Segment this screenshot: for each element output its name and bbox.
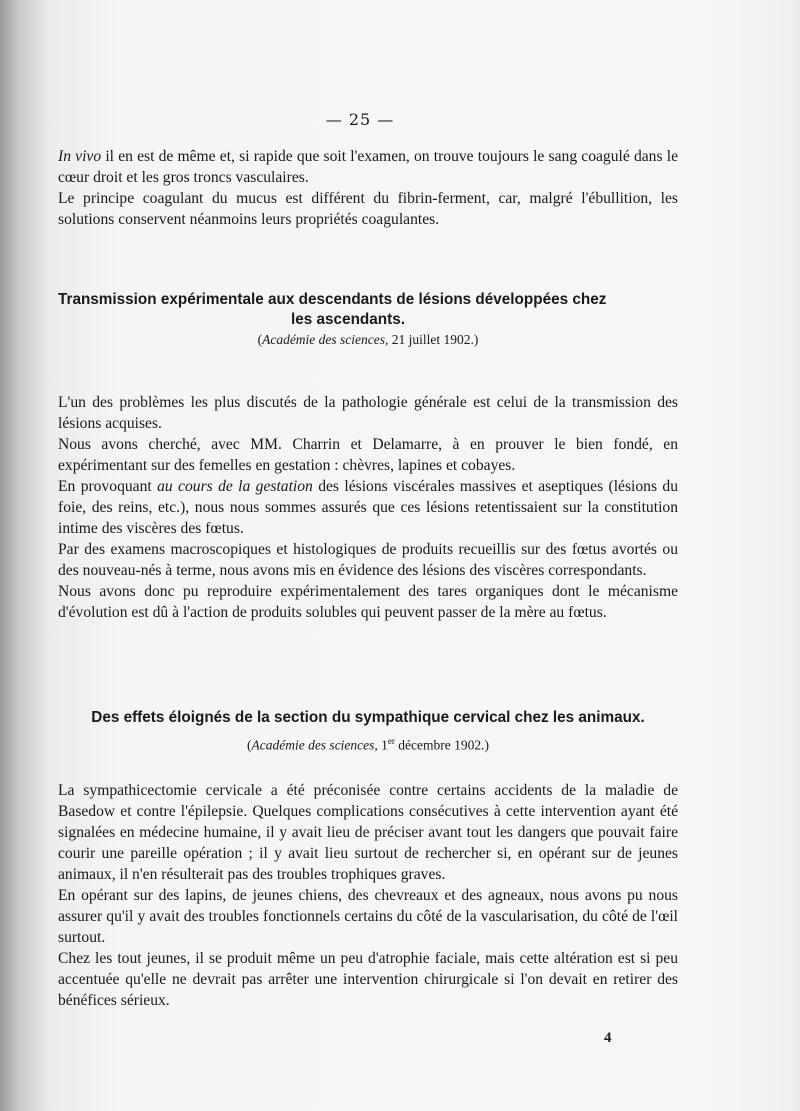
signature-mark: 4 [604,1030,612,1046]
section-1 [58,290,678,348]
section-2-paragraph-2: En opérant sur des lapins, de jeunes chiens, des chevreaux et des agneaux, nous avons pu nous assurer qu'il y avait des troubles fonctionnels certains du côté de la vascularisation, du côté de l'œil surtout. [58,887,678,946]
section-2-title: Des effets éloignés de la section du sympathique cervical chez les animaux. [91,709,645,726]
section-2-body [58,780,678,1011]
section-1-paragraph-1: L'un des problèmes les plus discutés de la pathologie générale est celui de la transmission des lésions acquises. [58,394,678,432]
italic-lead: In vivo [58,148,102,165]
section-1-body [58,392,678,623]
section-1-paragraph-4: Par des examens macroscopiques et histologiques de produits recueillis sur des fœtus avortés ou des nouveau-nés à terme, nous avons mis en évidence des lésions des viscères correspondants. [58,541,678,579]
page-number: — 25 — [325,110,395,129]
section-2 [58,708,678,754]
section-1-paragraph-5: Nous avons donc pu reproduire expérimentalement des tares organiques dont le mécanisme d'évolution est dû à l'action de produits solubles qui peuvent passer de la mère au fœtus. [58,583,678,621]
intro-paragraph-2: Le principe coagulant du mucus est différent du fibrin-ferment, car, malgré l'ébullition, les solutions conservent néanmoins leurs propriétés coagulantes. [58,190,678,228]
intro-block [58,146,678,230]
section-1-paragraph-2: Nous avons cherché, avec MM. Charrin et Delamarre, à en prouver le bien fondé, en expérimentant sur des femelles en gestation : chèvres, lapines et cobayes. [58,436,678,474]
section-2-paragraph-3: Chez les tout jeunes, il se produit même un peu d'atrophie faciale, mais cette altération est si peu accentuée qu'elle ne devrait pas arrêter une intervention chirurgicale si l'on devait en retirer des bénéfices sérieux. [58,950,678,1009]
section-1-citation: (Académie des sciences, 21 juillet 1902.) [257,332,479,347]
section-2-paragraph-1: La sympathicectomie cervicale a été préconisée contre certains accidents de la maladie de Basedow et contre l'épilepsie. Quelques complications consécutives à cette intervention ayant été signalées en médecine humaine, il y avait lieu de préciser avant tout les dangers que pouvait faire courir une pareille opération ; il y avait lieu surtout de rechercher si, en opérant sur de jeunes animaux, il n'en résulterait pas des troubles trophiques graves. [58,782,678,883]
section-2-citation: (Académie des sciences, 1er décembre 1902.) [246,736,490,753]
section-1-title: Transmission expérimentale aux descendants de lésions développées chez les ascendants. [58,291,607,328]
section-1-paragraph-3: En provoquant au cours de la gestation des lésions viscérales massives et aseptiques (lésions du foie, des reins, etc.), nous nous sommes assurés que ces lésions retentissaient sur la constitution intime des viscères des fœtus. [58,478,678,537]
intro-paragraph-1: In vivo il en est de même et, si rapide que soit l'examen, on trouve toujours le sang coagulé dans le cœur droit et les gros troncs vasculaires. [58,148,678,186]
